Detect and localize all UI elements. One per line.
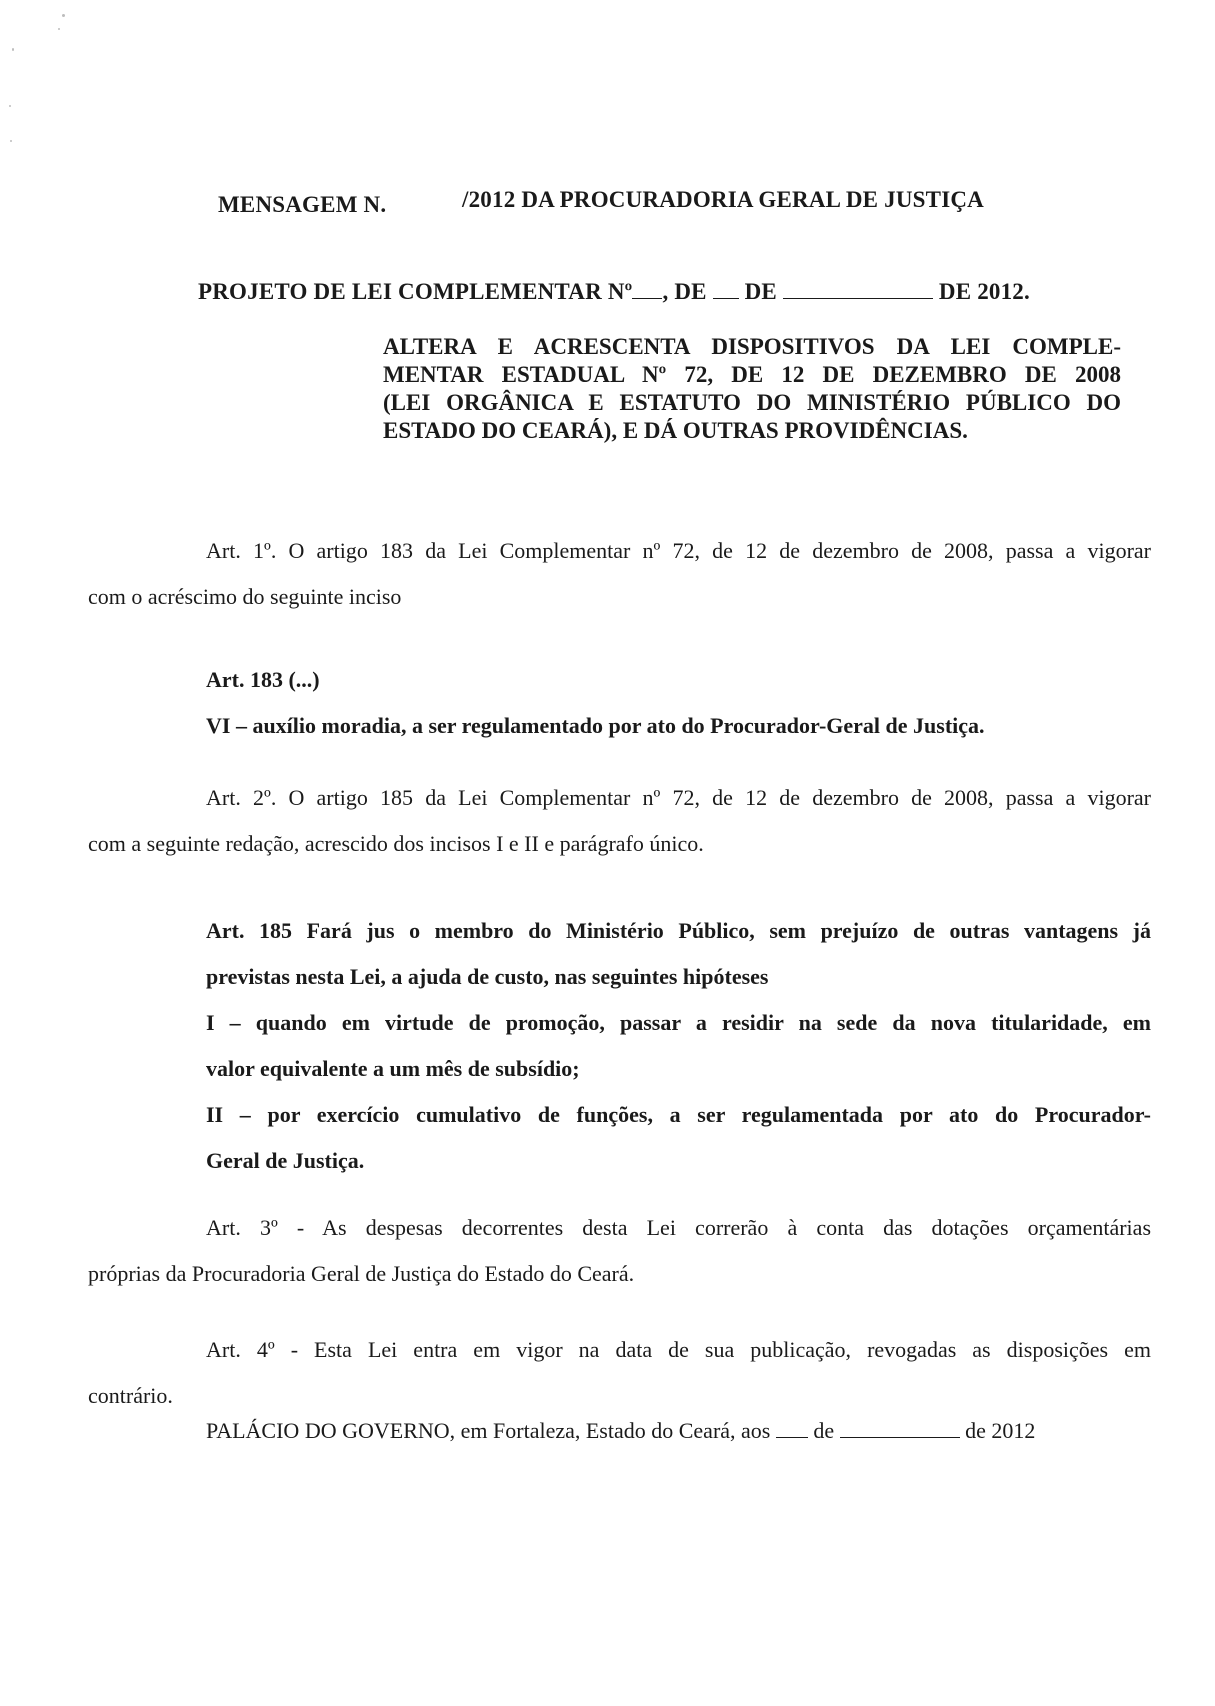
article-1-line2: com o acréscimo do seguinte inciso — [88, 584, 402, 609]
message-label: MENSAGEM N. — [218, 192, 387, 217]
bill-title-part2: , DE — [662, 279, 707, 304]
bill-summary-line: (LEI ORGÂNICA E ESTATUTO DO MINISTÉRIO PÚBLICO DO — [383, 390, 1121, 415]
closing-day-blank — [776, 1419, 808, 1438]
article-3-line1: Art. 3º - As despesas decorrentes desta Lei correrão à conta das dotações orçamentárias — [206, 1215, 1151, 1240]
closing-de: de — [813, 1418, 835, 1443]
message-issuer — [462, 187, 984, 213]
article-3 — [88, 1205, 1151, 1297]
article-185-line: I – quando em virtude de promoção, passar a residir na sede da nova titularidade, em — [206, 1010, 1151, 1035]
article-1-quote — [206, 657, 1151, 749]
bill-summary — [383, 333, 1121, 445]
message-number-line — [218, 192, 386, 218]
article-4-line1: Art. 4º - Esta Lei entra em vigor na data de sua publicação, revogadas as disposições em — [206, 1337, 1151, 1362]
article-2-line2: com a seguinte redação, acrescido dos incisos I e II e parágrafo único. — [88, 831, 704, 856]
closing-month-blank — [840, 1419, 960, 1438]
bill-title-part4: DE 2012. — [938, 279, 1030, 304]
closing-line — [206, 1418, 1035, 1444]
scan-speck — [10, 140, 12, 142]
bill-month-blank — [783, 278, 933, 299]
scan-speck — [12, 48, 14, 51]
closing-place: PALÁCIO DO GOVERNO, em Fortaleza, Estado do Ceará, aos — [206, 1418, 771, 1443]
article-185-line: Art. 185 Fará jus o membro do Ministério Público, sem prejuízo de outras vantagens já — [206, 918, 1151, 943]
scan-speck — [9, 105, 11, 107]
bill-title-part3: DE — [744, 279, 777, 304]
article-4 — [88, 1327, 1151, 1419]
article-185-line: Geral de Justiça. — [206, 1148, 365, 1173]
article-183-inciso-vi: VI – auxílio moradia, a ser regulamentado por ato do Procurador-Geral de Justiça. — [206, 713, 985, 738]
bill-summary-line: ALTERA E ACRESCENTA DISPOSITIVOS DA LEI COMPLE- — [383, 334, 1121, 359]
article-4-line2: contrário. — [88, 1383, 173, 1408]
scan-speck — [58, 28, 60, 30]
article-185-line: previstas nesta Lei, a ajuda de custo, nas seguintes hipóteses — [206, 964, 769, 989]
bill-title-line — [198, 278, 1030, 305]
article-1 — [88, 528, 1151, 620]
bill-summary-line: ESTADO DO CEARÁ), E DÁ OUTRAS PROVIDÊNCIAS. — [383, 418, 968, 443]
article-3-line2: próprias da Procuradoria Geral de Justiça do Estado do Ceará. — [88, 1261, 635, 1286]
bill-number-blank — [632, 278, 662, 299]
message-issuer-text: /2012 DA PROCURADORIA GERAL DE JUSTIÇA — [462, 187, 984, 212]
bill-day-blank — [713, 278, 739, 299]
article-185-line: valor equivalente a um mês de subsídio; — [206, 1056, 580, 1081]
article-1-line1: Art. 1º. O artigo 183 da Lei Complementar nº 72, de 12 de dezembro de 2008, passa a vigorar — [206, 538, 1151, 563]
bill-title-part1: PROJETO DE LEI COMPLEMENTAR Nº — [198, 279, 633, 304]
closing-year: de 2012 — [965, 1418, 1036, 1443]
article-185-quote — [206, 908, 1151, 1184]
article-2 — [88, 775, 1151, 867]
article-185-line: II – por exercício cumulativo de funções, a ser regulamentada por ato do Procurador- — [206, 1102, 1151, 1127]
article-2-line1: Art. 2º. O artigo 185 da Lei Complementar nº 72, de 12 de dezembro de 2008, passa a vigorar — [206, 785, 1151, 810]
scan-speck — [62, 14, 65, 17]
article-183-heading: Art. 183 (...) — [206, 667, 320, 692]
bill-summary-line: MENTAR ESTADUAL Nº 72, DE 12 DE DEZEMBRO DE 2008 — [383, 362, 1121, 387]
